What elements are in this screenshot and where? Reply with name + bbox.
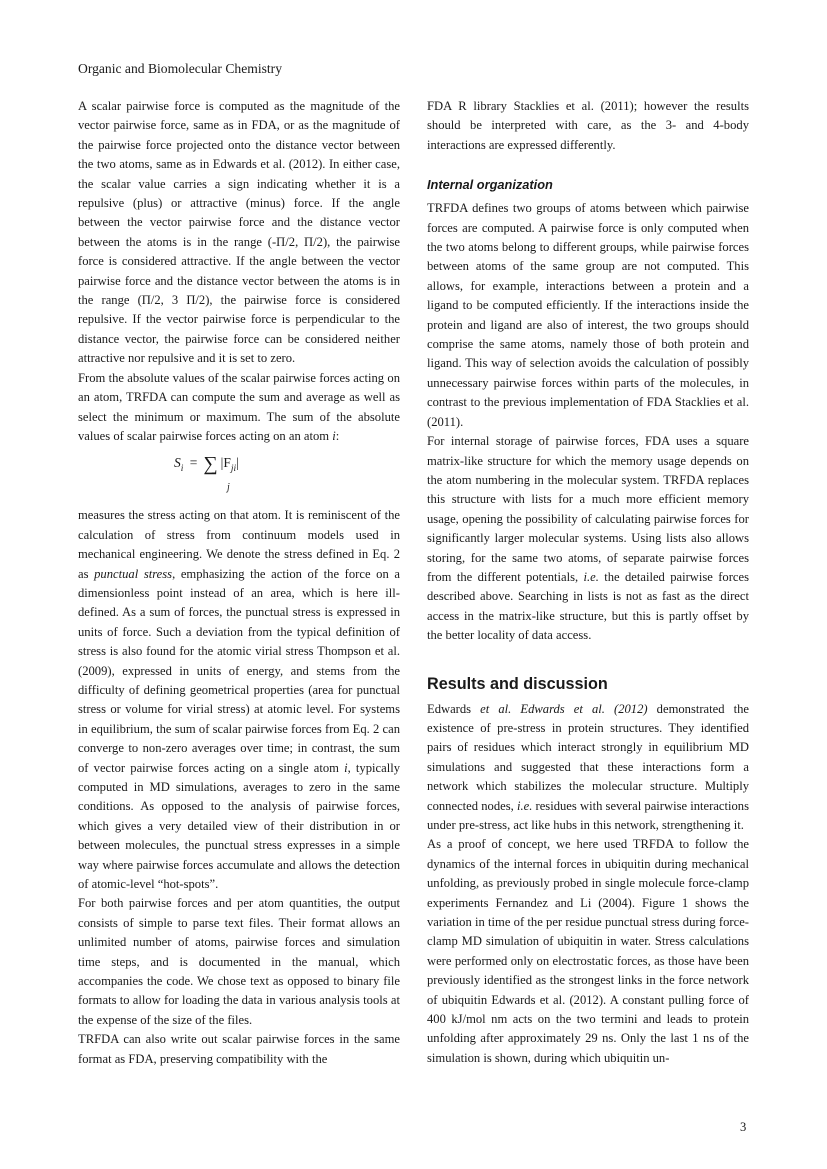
paragraph-sum-intro: From the absolute values of the scalar pairwise forces acting on an atom, TRFDA can compute the sum and average as well as select the minimum or maximum. The sum of the absolute values of scalar pairwise forces acting on an atom i:: [78, 370, 400, 443]
paragraph-fda-compat: TRFDA can also write out scalar pairwise forces in the same format as FDA, preserving compatibility with the: [78, 1032, 400, 1066]
paragraph-ubiquitin: As a proof of concept, we here used TRFDA to follow the dynamics of the internal forces in ubiquitin during mechanical unfolding, as previously probed in single molecule force-clamp experiments Fernandez and Li (2004). Figure 1 shows the variation in time of the per residue punctual stress during force-clamp MD simulation of ubiquitin in water. Stress calculations were performed only on electrostatic forces, as those have been previously identified as the strongest links in the force network of ubiquitin Edwards et al. (2012). A constant pulling force of 400 kJ/mol nm acts on the two termini and leads to protein unfolding after approximately 29 ns. Only the last 1 ns of the simulation is shown, during which ubiquitin un-: [427, 837, 749, 1065]
paragraph-output-format: For both pairwise forces and per atom quantities, the output consists of simple to parse text files. Their format allows an unlimited number of atoms, pairwise forces and simulation time steps, and is documented in the manual, which accompanies the code. We chose text as opposed to binary file formats to allow for loading the data in various analysis tools at the expense of the size of the files.: [78, 896, 400, 1027]
paragraph-storage: For internal storage of pairwise forces, FDA uses a square matrix-like structure for which the memory usage depends on the atom numbering in the molecular system. TRFDA replaces this structure with lists for a much more efficient memory usage, opening the possibility of calculating pairwise forces for significantly larger molecular systems. Using lists also allows storing, for the same two atoms, of separate pairwise forces from the different potentials, i.e. the detailed pairwise forces described above. Searching in lists is not as fast as the direct access in the matrix-like structure, but this is partly offset by the better locality of data access.: [427, 434, 749, 643]
subsection-heading: Internal organization: [427, 177, 553, 193]
right-column: [427, 97, 749, 1068]
eq-sum-symbol: ∑: [203, 453, 218, 476]
equation-punctual-stress: [78, 448, 400, 504]
running-header: Organic and Biomolecular Chemistry: [78, 61, 282, 76]
left-column: [78, 97, 400, 1069]
paragraph-scalar-force: A scalar pairwise force is computed as the magnitude of the vector pairwise force, same as in FDA, or as the magnitude of the pairwise force projected onto the distance vector between the two atoms, same as in Edwards et al. (2012). In either case, the scalar value carries a sign indicating whether it is a repulsive (plus) or attractive (minus) force. If the angle between the vector pairwise force and the distance vector between the atoms is in the range (-Π/2, Π/2), the pairwise force is considered attractive. If the angle between the vector pairwise force and the distance vector between the atoms is in the range (Π/2, 3 Π/2), the pairwise force is considered repulsive. If the vector pairwise force is perpendicular to the distance vector, the pairwise force can be considered neither attractive nor repulsive and it is set to zero.: [78, 99, 400, 366]
eq-lhs: S: [174, 455, 181, 471]
paragraph-prestress: Edwards et al. Edwards et al. (2012) demonstrated the existence of pre-stress in protein structures. They identified pairs of residues which interact strongly in equilibrium MD simulations and suggested that these interactions form a network which stabilizes the molecular structure. Multiply connected nodes, i.e. residues with several pairwise interactions under pre-stress, act like hubs in this network, strengthening it.: [427, 701, 750, 832]
page-number: 3: [740, 1120, 747, 1134]
section-heading: Results and discussion: [427, 674, 608, 693]
eq-sum-index: j: [227, 482, 230, 494]
paragraph-groups: TRFDA defines two groups of atoms between which pairwise forces are computed. A pairwise force is only computed when the two atoms belong to different groups, while pairwise forces between atoms of the same group are not computed. This allows, for example, interactions between a protein and a ligand to be computed efficiently. If the interactions inside the protein and ligand are also of interest, the two groups should comprise the same atoms, namely those of both protein and ligand. This way of selection avoids the calculation of possibly unnecessary pairwise forces within parts of the molecules, in contrast to the previous implementation of FDA Stacklies et al. (2011).: [427, 201, 749, 429]
eq-term-close: |: [236, 455, 239, 471]
eq-equals: =: [189, 455, 198, 471]
eq-term: |F: [220, 455, 231, 471]
paragraph-fda-library: FDA R library Stacklies et al. (2011); however the results should be interpreted with care, as the 3- and 4-body interactions are expressed differently.: [427, 99, 749, 152]
paragraph-punctual-stress: measures the stress acting on that atom. It is reminiscent of the calculation of stress from continuum models used in mechanical engineering. We denote the stress defined in Eq. 2 as punctual stress, emphasizing the action of the force on a dimensionless point instead of an area, which is here ill-defined. As a sum of forces, the punctual stress is expressed in units of force. Such a deviation from the typical definition of stress is also found for the atomic virial stress Thompson et al. (2009), expressed in units of energy, and stems from the difficulty of defining geometrical properties (area for punctual stress or volume for virial stress) at atomic level. For systems in equilibrium, the sum of scalar pairwise forces from Eq. 2 can converge to non-zero averages over time; in contrast, the sum of vector pairwise forces acting on a single atom i, typically computed in MD simulations, averages to zero in the same conditions. As opposed to the analysis of pairwise forces, which gives a very detailed view of their distribution in or between molecules, the punctual stress expresses in a simple way where pairwise forces accumulate and allows the detection of atomic-level “hot-spots”.: [78, 508, 400, 892]
eq-lhs-sub: i: [180, 464, 184, 475]
eq-term-sub: ji: [230, 464, 237, 475]
